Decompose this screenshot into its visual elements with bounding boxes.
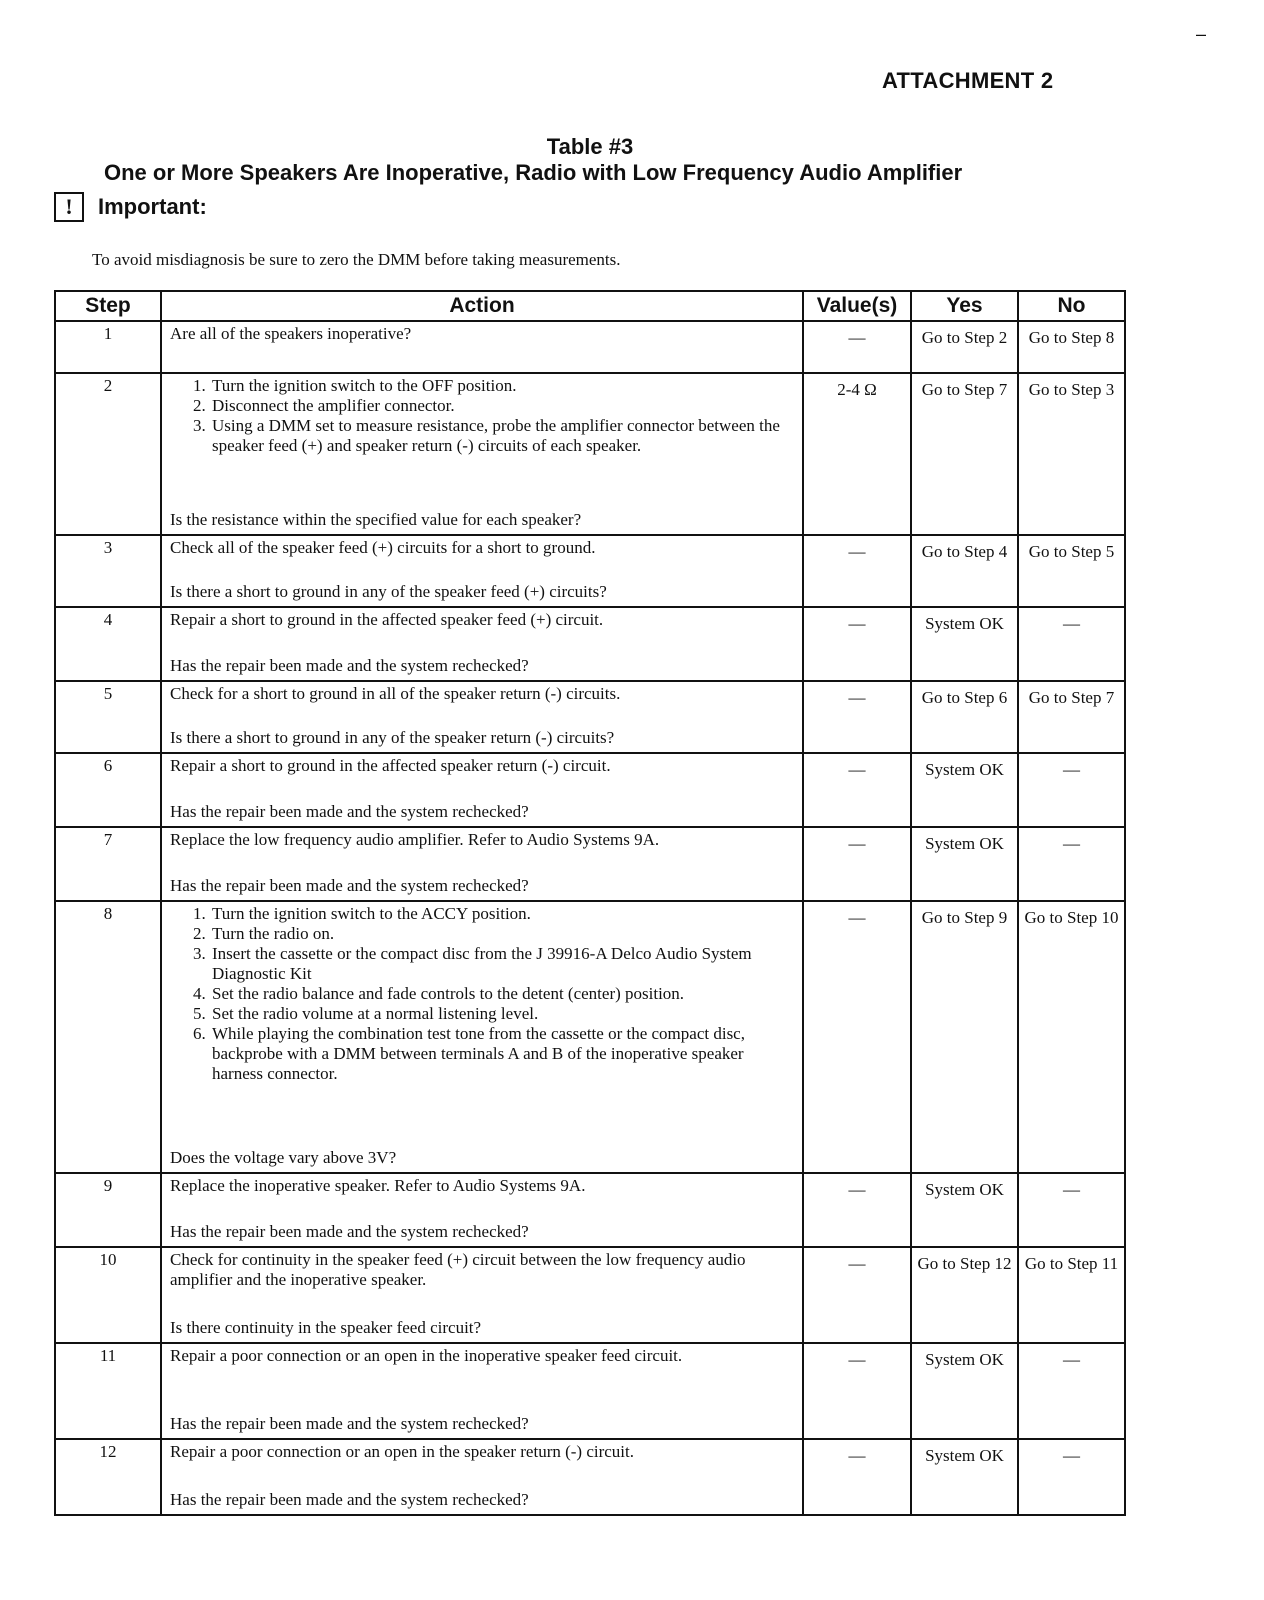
important-icon: !	[54, 192, 84, 222]
action-instruction: Check for continuity in the speaker feed (+) circuit between the low frequency audio amplifier and the inoperative speaker.	[170, 1250, 746, 1289]
table-row	[55, 607, 1125, 681]
action-instruction: Repair a short to ground in the affected speaker feed (+) circuit.	[170, 610, 604, 629]
action-question: Has the repair been made and the system rechecked?	[170, 802, 529, 821]
value-cell: —	[803, 753, 911, 827]
important-callout	[54, 192, 207, 222]
no-outcome: —	[1018, 827, 1125, 901]
important-label: Important:	[98, 194, 207, 219]
value-cell: —	[803, 1439, 911, 1515]
value-cell: —	[803, 321, 911, 373]
no-outcome: —	[1018, 1343, 1125, 1439]
action-substep: 2. Turn the radio on.	[210, 924, 796, 944]
no-outcome: Go to Step 11	[1018, 1247, 1125, 1343]
table-subtitle: One or More Speakers Are Inoperative, Radio with Low Frequency Audio Amplifier	[104, 160, 963, 185]
step-number: 2	[55, 373, 161, 535]
table-header-row	[55, 291, 1125, 321]
no-outcome: Go to Step 8	[1018, 321, 1125, 373]
action-content	[170, 324, 796, 368]
step-number: 9	[55, 1173, 161, 1247]
table-row	[55, 373, 1125, 535]
yes-outcome: Go to Step 2	[911, 321, 1018, 373]
action-cell	[161, 901, 803, 1173]
value-cell: 2-4 Ω	[803, 373, 911, 535]
action-substep: 4. Set the radio balance and fade controls to the detent (center) position.	[210, 984, 796, 1004]
attachment-label: ATTACHMENT 2	[882, 68, 1054, 93]
step-number: 3	[55, 535, 161, 607]
action-cell	[161, 1343, 803, 1439]
action-cell	[161, 373, 803, 535]
no-outcome: —	[1018, 1173, 1125, 1247]
no-outcome: Go to Step 3	[1018, 373, 1125, 535]
table-row	[55, 1173, 1125, 1247]
action-question: Is there a short to ground in any of the speaker return (-) circuits?	[170, 728, 615, 747]
measurement-note: To avoid misdiagnosis be sure to zero the DMM before taking measurements.	[92, 250, 621, 269]
no-outcome: —	[1018, 1439, 1125, 1515]
action-content	[170, 830, 796, 896]
action-instructions	[170, 376, 796, 456]
action-question: Has the repair been made and the system rechecked?	[170, 1414, 529, 1433]
column-header-action: Action	[161, 291, 803, 321]
step-number: 1	[55, 321, 161, 373]
action-substep: 6. While playing the combination test tone from the cassette or the compact disc, backprobe with a DMM between terminals A and B of the inoperative speaker harness connector.	[210, 1024, 796, 1084]
table-row	[55, 535, 1125, 607]
table-row	[55, 321, 1125, 373]
yes-outcome: Go to Step 7	[911, 373, 1018, 535]
action-substep: 1. Turn the ignition switch to the OFF position.	[210, 376, 796, 396]
action-instructions	[170, 684, 796, 704]
no-outcome: —	[1018, 607, 1125, 681]
step-number: 4	[55, 607, 161, 681]
action-content	[170, 538, 796, 602]
action-cell	[161, 1247, 803, 1343]
action-question: Is the resistance within the specified value for each speaker?	[170, 510, 582, 529]
action-instruction: Check all of the speaker feed (+) circuits for a short to ground.	[170, 538, 596, 557]
action-instruction: Replace the low frequency audio amplifier. Refer to Audio Systems 9A.	[170, 830, 660, 849]
value-cell: —	[803, 1247, 911, 1343]
value-cell: —	[803, 901, 911, 1173]
step-number: 10	[55, 1247, 161, 1343]
action-substeps	[170, 904, 796, 1084]
action-substeps	[170, 376, 796, 456]
action-question: Does the voltage vary above 3V?	[170, 1148, 397, 1167]
action-question: Has the repair been made and the system rechecked?	[170, 1490, 529, 1509]
action-instructions	[170, 1346, 796, 1366]
no-outcome: Go to Step 5	[1018, 535, 1125, 607]
action-substep: 2. Disconnect the amplifier connector.	[210, 396, 796, 416]
value-cell: —	[803, 827, 911, 901]
value-cell: —	[803, 535, 911, 607]
value-cell: —	[803, 607, 911, 681]
value-cell: —	[803, 1343, 911, 1439]
table-title: Table #3	[546, 134, 634, 159]
diagnostic-table	[54, 290, 1126, 1516]
step-number: 11	[55, 1343, 161, 1439]
action-question: Has the repair been made and the system rechecked?	[170, 1222, 529, 1241]
action-question: Has the repair been made and the system rechecked?	[170, 656, 529, 675]
action-instruction: Replace the inoperative speaker. Refer to Audio Systems 9A.	[170, 1176, 586, 1195]
action-instructions	[170, 904, 796, 1084]
action-instructions	[170, 1176, 796, 1196]
no-outcome: —	[1018, 753, 1125, 827]
step-number: 7	[55, 827, 161, 901]
action-substep: 3. Using a DMM set to measure resistance, probe the amplifier connector between the speaker feed (+) and speaker return (-) circuits of each speaker.	[210, 416, 796, 456]
table-row	[55, 1439, 1125, 1515]
no-outcome: Go to Step 10	[1018, 901, 1125, 1173]
action-content	[170, 376, 796, 530]
action-substep: 1. Turn the ignition switch to the ACCY position.	[210, 904, 796, 924]
yes-outcome: System OK	[911, 1173, 1018, 1247]
action-instructions	[170, 1250, 796, 1290]
table-body	[55, 321, 1125, 1515]
action-content	[170, 1346, 796, 1434]
action-substep: 5. Set the radio volume at a normal listening level.	[210, 1004, 796, 1024]
action-cell	[161, 827, 803, 901]
action-cell	[161, 321, 803, 373]
action-content	[170, 610, 796, 676]
action-content	[170, 904, 796, 1168]
action-cell	[161, 681, 803, 753]
step-number: 8	[55, 901, 161, 1173]
corner-mark: –	[1196, 24, 1207, 44]
action-content	[170, 1176, 796, 1242]
action-instructions	[170, 1442, 796, 1462]
action-instruction: Check for a short to ground in all of the speaker return (-) circuits.	[170, 684, 621, 703]
value-cell: —	[803, 681, 911, 753]
action-content	[170, 756, 796, 822]
action-instructions	[170, 538, 796, 558]
action-instruction: Repair a poor connection or an open in the speaker return (-) circuit.	[170, 1442, 635, 1461]
action-cell	[161, 535, 803, 607]
action-content	[170, 684, 796, 748]
action-instructions	[170, 610, 796, 630]
column-header-step: Step	[55, 291, 161, 321]
table-row	[55, 753, 1125, 827]
table-row	[55, 1247, 1125, 1343]
step-number: 5	[55, 681, 161, 753]
action-instructions	[170, 756, 796, 776]
action-question: Is there a short to ground in any of the speaker feed (+) circuits?	[170, 582, 607, 601]
no-outcome: Go to Step 7	[1018, 681, 1125, 753]
table-row	[55, 901, 1125, 1173]
yes-outcome: System OK	[911, 1343, 1018, 1439]
yes-outcome: Go to Step 9	[911, 901, 1018, 1173]
yes-outcome: Go to Step 6	[911, 681, 1018, 753]
action-substep: 3. Insert the cassette or the compact disc from the J 39916-A Delco Audio System Diagnostic Kit	[210, 944, 796, 984]
yes-outcome: System OK	[911, 827, 1018, 901]
table-row	[55, 1343, 1125, 1439]
action-cell	[161, 1173, 803, 1247]
step-number: 6	[55, 753, 161, 827]
step-number: 12	[55, 1439, 161, 1515]
action-cell	[161, 753, 803, 827]
action-cell	[161, 1439, 803, 1515]
yes-outcome: System OK	[911, 607, 1018, 681]
action-cell	[161, 607, 803, 681]
action-instruction: Repair a short to ground in the affected speaker return (-) circuit.	[170, 756, 611, 775]
action-instruction: Repair a poor connection or an open in the inoperative speaker feed circuit.	[170, 1346, 683, 1365]
yes-outcome: System OK	[911, 1439, 1018, 1515]
action-question: Are all of the speakers inoperative?	[170, 324, 412, 343]
action-instructions	[170, 830, 796, 850]
yes-outcome: System OK	[911, 753, 1018, 827]
value-cell: —	[803, 1173, 911, 1247]
table-row	[55, 681, 1125, 753]
action-content	[170, 1442, 796, 1510]
action-content	[170, 1250, 796, 1338]
yes-outcome: Go to Step 12	[911, 1247, 1018, 1343]
column-header-no: No	[1018, 291, 1125, 321]
table-row	[55, 827, 1125, 901]
action-question: Is there continuity in the speaker feed circuit?	[170, 1318, 482, 1337]
yes-outcome: Go to Step 4	[911, 535, 1018, 607]
column-header-values: Value(s)	[803, 291, 911, 321]
action-question: Has the repair been made and the system rechecked?	[170, 876, 529, 895]
column-header-yes: Yes	[911, 291, 1018, 321]
